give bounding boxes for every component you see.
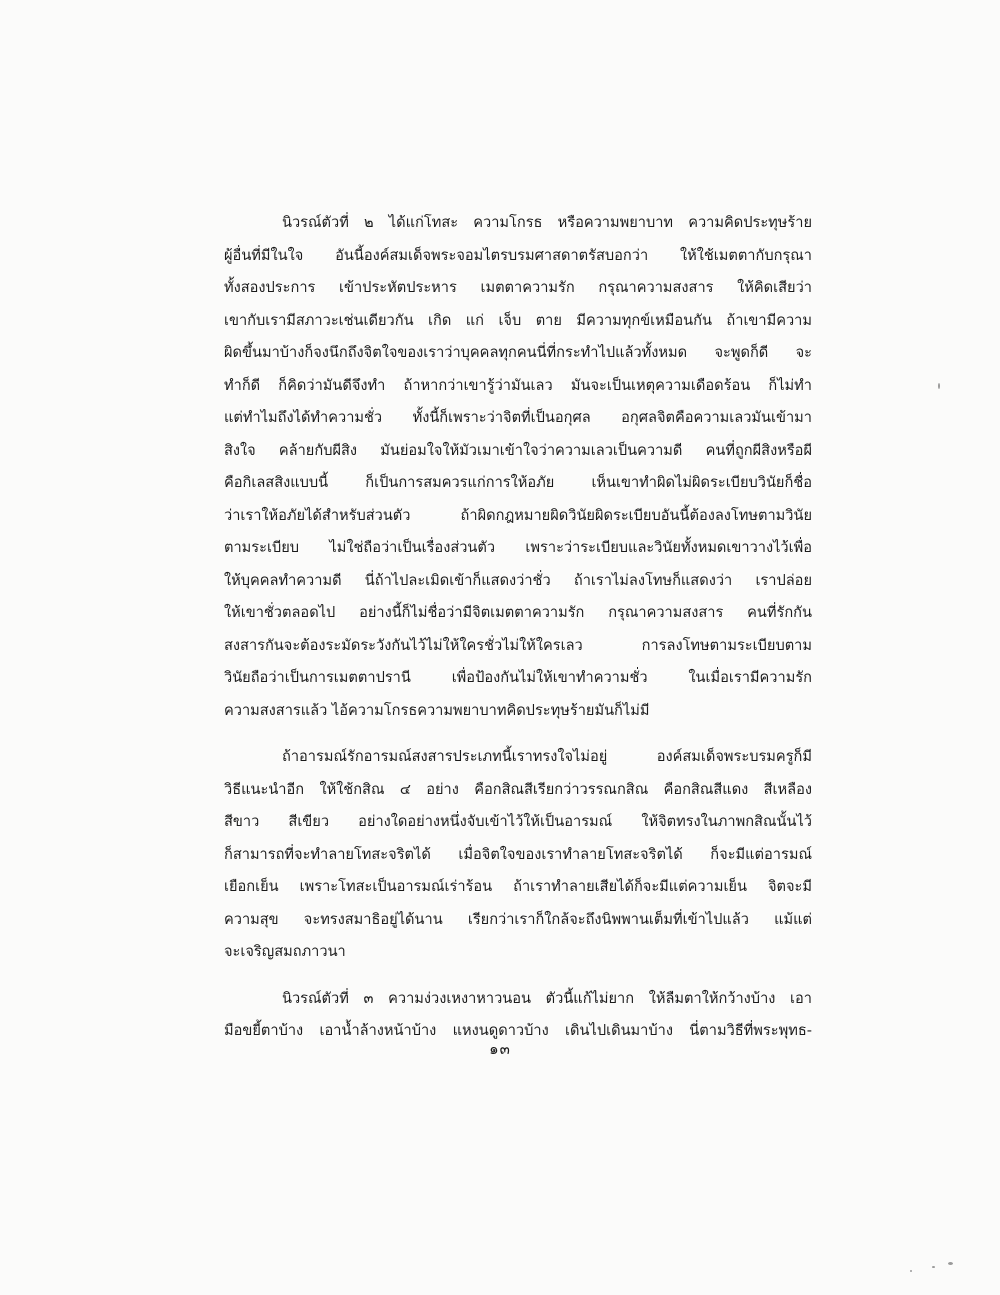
body-text bbox=[224, 207, 812, 1062]
text-line: สีขาว สีเขียว อย่างใดอย่างหนึ่งจับเข้าไว้ให้เป็นอารมณ์ ให้จิตทรงในภาพกสิณนั้นไว้ bbox=[224, 813, 812, 830]
text-line: นิวรณ์ตัวที่ ๒ ได้แก่โทสะ ความโกรธ หรือความพยาบาท ความคิดประทุษร้าย bbox=[282, 214, 812, 231]
text-line: ผิดขึ้นมาบ้างก็จงนึกถึงจิตใจของเราว่าบุคคลทุกคนนี่ที่กระทำไปแล้วทั้งหมด จะพูดก็ดี จะ bbox=[224, 344, 812, 361]
paragraph-nivarana-2 bbox=[224, 207, 812, 727]
text-line: สงสารกันจะต้องระมัดระวังกันไว้ไม่ให้ใครชั่วไม่ให้ใครเลว การลงโทษตามระเบียบตาม bbox=[224, 636, 812, 654]
text-line: นิวรณ์ตัวที่ ๓ ความง่วงเหงาหาวนอน ตัวนี้แก้ไม่ยาก ให้ลืมตาให้กว้างบ้าง เอา bbox=[282, 989, 812, 1007]
text-line: เยือกเย็น เพราะโทสะเป็นอารมณ์เร่าร้อน ถ้าเราทำลายเสียได้ก็จะมีแต่ความเย็น จิตจะมี bbox=[224, 878, 812, 895]
text-line: วินัยถือว่าเป็นการเมตตาปรานี เพื่อป้องกันไม่ให้เขาทำความชั่ว ในเมื่อเรามีความรัก bbox=[224, 669, 812, 686]
text-line: ก็สามารถที่จะทำลายโทสะจริตได้ เมื่อจิตใจของเราทำลายโทสะจริตได้ ก็จะมีแต่อารมณ์ bbox=[224, 845, 812, 863]
page-number: ๑๓ bbox=[489, 1040, 511, 1058]
paragraph-kasina bbox=[224, 741, 812, 969]
scan-speck bbox=[938, 383, 940, 389]
scan-speck bbox=[932, 1266, 935, 1268]
text-line: เขากับเรามีสภาวะเช่นเดียวกัน เกิด แก่ เจ็บ ตาย มีความทุกข์เหมือนกัน ถ้าเขามีความ bbox=[224, 311, 812, 329]
text-line: คือกิเลสสิงแบบนี้ ก็เป็นการสมควรแก่การให้อภัย เห็นเขาทำผิดไม่ผิดระเบียบวินัยก็ชื่อ bbox=[224, 474, 812, 491]
text-line: จะเจริญสมถภาวนา bbox=[224, 943, 346, 960]
text-line: ทั้งสองประการ เข้าประหัตประหาร เมตตาความรัก กรุณาความสงสาร ให้คิดเสียว่า bbox=[224, 279, 812, 296]
text-line: ตามระเบียบ ไม่ใช่ถือว่าเป็นเรื่องส่วนตัว เพราะว่าระเบียบและวินัยทั้งหมดเขาวางไว้เพื่อ bbox=[224, 539, 812, 556]
text-line: ว่าเราให้อภัยได้สำหรับส่วนตัว ถ้าผิดกฎหมายผิดวินัยผิดระเบียบอันนี้ต้องลงโทษตามวินัย bbox=[224, 506, 812, 524]
text-line: ให้เขาชั่วตลอดไป อย่างนี้ก็ไม่ชื่อว่ามีจิตเมตตาความรัก กรุณาความสงสาร คนที่รักกัน bbox=[224, 604, 812, 621]
text-line: สิงใจ คล้ายกับผีสิง มันย่อมใจให้มัวเมาเข้าใจว่าความเลวเป็นความดี คนที่ถูกผีสิงหรือผี bbox=[224, 441, 812, 459]
text-line: มือขยี้ตาบ้าง เอาน้ำล้างหน้าบ้าง แหงนดูดาวบ้าง เดินไปเดินมาบ้าง นี่ตามวิธีที่พระพุทธ- bbox=[224, 1022, 812, 1039]
text-line: ผู้อื่นที่มีในใจ อันนี้องค์สมเด็จพระจอมไตรบรมศาสดาตรัสบอกว่า ให้ใช้เมตตากับกรุณา bbox=[224, 246, 812, 264]
text-line: ทำก็ดี ก็คิดว่ามันดีจึงทำ ถ้าหากว่าเขารู้ว่ามันเลว มันจะเป็นเหตุความเดือดร้อน ก็ไม่ทำ bbox=[224, 376, 812, 394]
scan-speck bbox=[948, 1262, 953, 1265]
text-line: ถ้าอารมณ์รักอารมณ์สงสารประเภทนี้เราทรงใจไม่อยู่ องค์สมเด็จพระบรมครูก็มี bbox=[282, 748, 812, 765]
text-line: วิธีแนะนำอีก ให้ใช้กสิณ ๔ อย่าง คือกสิณสีเรียกว่าวรรณกสิณ คือกสิณสีแดง สีเหลือง bbox=[224, 780, 812, 798]
text-line: ความสงสารแล้ว ไอ้ความโกรธความพยาบาทคิดประทุษร้ายมันก็ไม่มี bbox=[224, 701, 650, 719]
text-line: ความสุข จะทรงสมาธิอยู่ได้นาน เรียกว่าเราก็ใกล้จะถึงนิพพานเต็มที่เข้าไปแล้ว แม้แต่ bbox=[224, 910, 812, 928]
text-line: ให้บุคคลทำความดี นี่ถ้าไปละเมิดเข้าก็แสดงว่าชั่ว ถ้าเราไม่ลงโทษก็แสดงว่า เราปล่อย bbox=[224, 571, 812, 589]
scan-speck bbox=[910, 1270, 912, 1272]
text-line: แต่ทำไมถึงได้ทำความชั่ว ทั้งนี้ก็เพราะว่าจิตที่เป็นอกุศล อกุศลจิตคือความเลวมันเข้ามา bbox=[224, 409, 812, 426]
